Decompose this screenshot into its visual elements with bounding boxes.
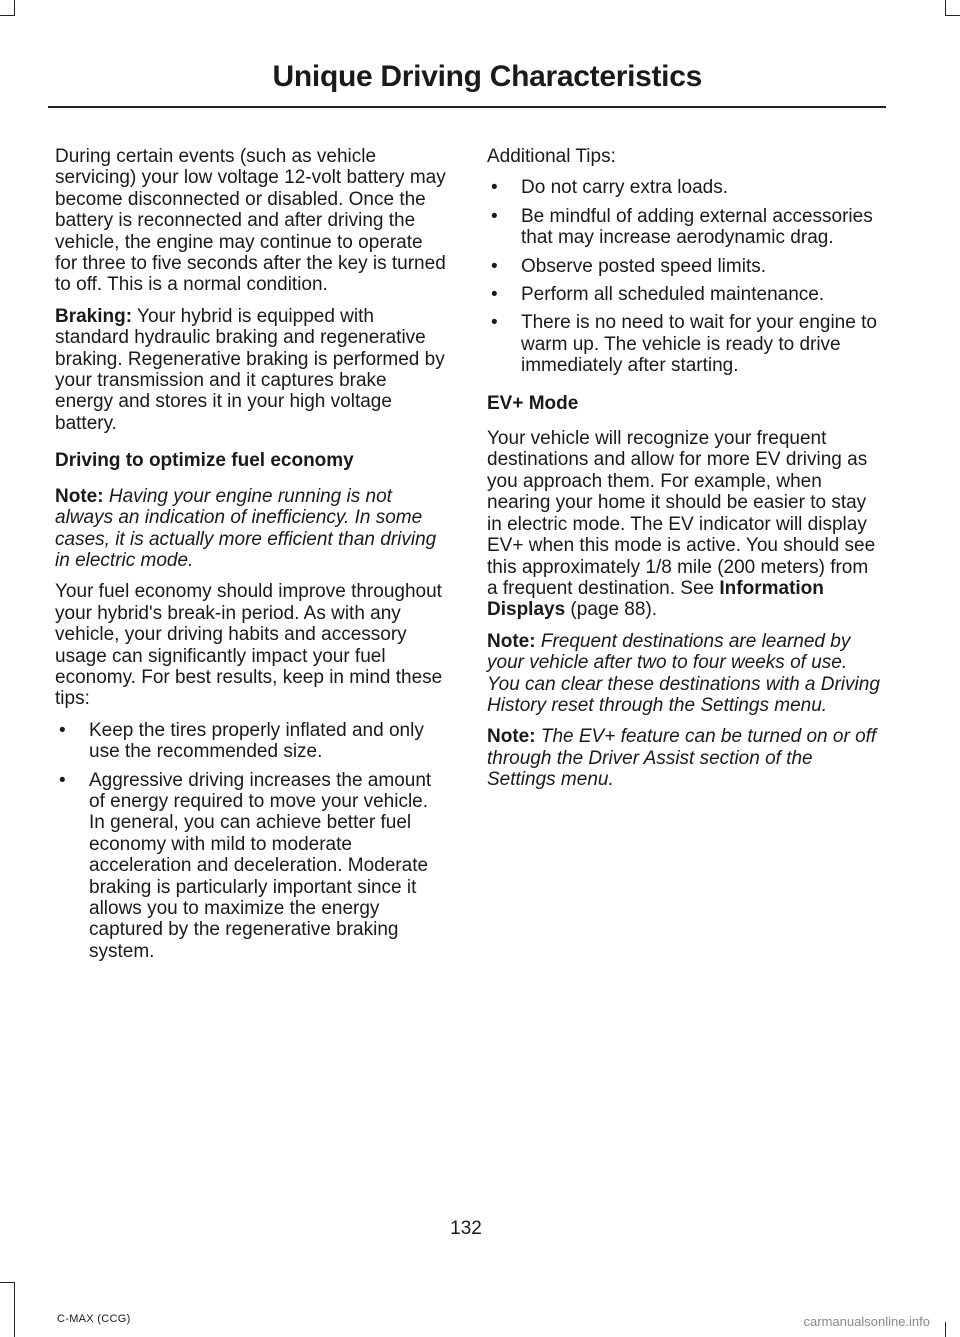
battery-paragraph: During certain events (such as vehicle servicing) your low voltage 12-volt battery may become disconnected or disabled. Once the battery is reconnected and after driving the vehicle, the engine may continue to operate for three to five seconds after the key is turned to off. This is a normal condition. <box>55 146 446 296</box>
crop-mark-top-right-v <box>945 0 946 16</box>
crop-mark-bottom-left-v <box>14 1282 15 1337</box>
ev-plus-text: Your vehicle will recognize your frequent destinations and allow for more EV driving as you approach them. For example, when nearing your home it should be easier to stay in electric mode. The EV indicator will display EV+ when this mode is active. You should see this approximately 1/8 mile (200 meters) from a frequent destination. See <box>487 428 876 599</box>
additional-tips-list <box>487 177 880 376</box>
list-item: • There is no need to wait for your engine to warm up. The vehicle is ready to drive immediately after starting. <box>487 312 880 376</box>
list-item: • Perform all scheduled maintenance. <box>487 284 880 305</box>
note-label: Note: <box>487 630 536 652</box>
list-item: • Be mindful of adding external accessories that may increase aerodynamic drag. <box>487 206 880 249</box>
braking-label: Braking: <box>55 305 133 327</box>
ev-plus-paragraph <box>487 428 880 621</box>
list-item: • Do not carry extra loads. <box>487 177 880 198</box>
note-text: Having your engine running is not always an indication of inefficiency. In some cases, it is actually more efficient than driving in electric mode. <box>55 485 437 571</box>
crop-mark-bottom-right-v <box>945 1322 946 1337</box>
left-column <box>55 146 447 972</box>
page-reference: (page 88). <box>565 599 658 621</box>
right-column <box>487 146 880 801</box>
fuel-tips-list <box>55 720 447 962</box>
watermark: carmanualsonline.info <box>803 1314 930 1329</box>
crop-mark-top-left-h <box>0 15 15 16</box>
note-text: The EV+ feature can be turned on or off through the Driver Assist section of the Settings menu. <box>487 726 877 791</box>
fuel-economy-heading: Driving to optimize fuel economy <box>55 450 354 472</box>
information-displays-link[interactable]: Information Displays <box>487 577 824 621</box>
additional-tips-intro: Additional Tips: <box>487 146 616 167</box>
note-label: Note: <box>55 485 104 507</box>
footer-model: C-MAX (CCG) <box>57 1313 131 1325</box>
note-text: Frequent destinations are learned by your vehicle after two to four weeks of use. You can clear these destinations with a Driving History reset through the Settings menu. <box>487 630 880 716</box>
page-number: 132 <box>450 1218 482 1239</box>
ev-plus-note-2 <box>487 726 880 790</box>
braking-text: Your hybrid is equipped with standard hydraulic braking and regenerative braking. Regenerative braking is performed by your transmission and it captures brake energy and stores it in your high voltage battery. <box>55 305 445 434</box>
note-label: Note: <box>487 726 536 748</box>
ev-plus-heading: EV+ Mode <box>487 392 579 414</box>
header-divider <box>48 106 886 108</box>
list-item: • Observe posted speed limits. <box>487 256 880 277</box>
crop-mark-bottom-left-h <box>0 1282 15 1283</box>
fuel-economy-paragraph: Your fuel economy should improve throughout your hybrid's break-in period. As with any vehicle, your driving habits and accessory usage can significantly impact your fuel economy. For best results, keep in mind these tips: <box>55 581 443 710</box>
fuel-economy-note <box>55 486 447 572</box>
page-title: Unique Driving Characteristics <box>272 60 702 93</box>
list-item: • Keep the tires properly inflated and only use the recommended size. <box>55 720 447 763</box>
list-item: • Aggressive driving increases the amount of energy required to move your vehicle. In general, you can achieve better fuel economy with mild to moderate acceleration and deceleration. Moderate braking is particularly important since it allows you to maximize the energy captured by the regenerative braking system. <box>55 770 447 963</box>
crop-mark-top-right-h <box>945 15 960 16</box>
braking-paragraph <box>55 306 447 434</box>
crop-mark-top-left-v <box>14 0 15 16</box>
ev-plus-note-1 <box>487 631 880 717</box>
